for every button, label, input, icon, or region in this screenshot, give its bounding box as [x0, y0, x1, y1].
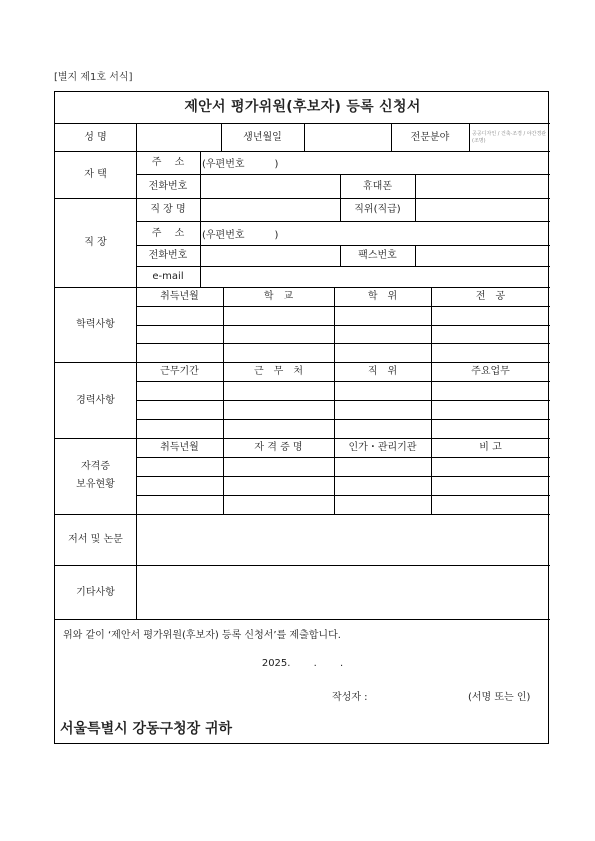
- career-section-label: 경력사항: [76, 394, 115, 406]
- career-header-employer: 근 무 처: [254, 366, 303, 377]
- birth-date-label: 생년월일: [243, 131, 282, 143]
- certificates-header-date: 취득년월: [160, 442, 199, 453]
- applicant-label: 작성자 :: [332, 691, 368, 703]
- publications-field[interactable]: [137, 515, 550, 565]
- certificates-header-note: 비 고: [479, 442, 502, 453]
- rule: [136, 495, 550, 496]
- mobile-label: 휴대폰: [363, 180, 392, 192]
- rule: [136, 381, 550, 382]
- home-phone-label: 전화번호: [148, 180, 188, 192]
- authority-addressee: 서울특별시 강동구청장 귀하: [60, 721, 233, 737]
- rule: [136, 476, 550, 477]
- education-header-degree: 학 위: [367, 291, 398, 302]
- rule: [55, 619, 550, 620]
- certificates-header-name: 자 격 증 명: [254, 442, 303, 453]
- rule: [469, 123, 470, 151]
- mobile-field[interactable]: [416, 175, 550, 198]
- form-title: 제안서 평가위원(후보자) 등록 신청서: [184, 98, 421, 115]
- rule: [136, 343, 550, 344]
- name-label: 성 명: [84, 131, 107, 143]
- home-phone-field[interactable]: [201, 175, 340, 198]
- signature-label: (서명 또는 인): [468, 691, 531, 703]
- rule: [431, 287, 432, 514]
- specialty-label: 전문분야: [410, 131, 450, 143]
- home-address-label: 주 소: [151, 157, 185, 168]
- work-zipcode-field[interactable]: (우편번호 ): [202, 229, 279, 241]
- work-phone-field[interactable]: [201, 246, 340, 266]
- birth-date-field[interactable]: [305, 124, 391, 151]
- rule: [334, 287, 335, 514]
- home-zipcode-field[interactable]: (우편번호 ): [202, 159, 279, 170]
- career-header-position: 직 위: [367, 366, 398, 377]
- other-label: 기타사항: [76, 586, 115, 598]
- rule: [136, 306, 550, 307]
- form-number-label: [별지 제1호 서식]: [54, 72, 133, 83]
- name-field[interactable]: [137, 124, 221, 151]
- education-header-school: 학 교: [263, 291, 294, 302]
- position-field[interactable]: [416, 199, 550, 221]
- publications-label: 저서 및 논문: [68, 534, 123, 545]
- home-section-label: 자 택: [84, 169, 107, 180]
- declaration-text: 위와 같이 ‘제안서 평가위원(후보자) 등록 신청서’를 제출합니다.: [63, 629, 341, 641]
- application-form: [54, 91, 549, 744]
- rule: [223, 287, 224, 514]
- email-label: e-mail: [152, 271, 184, 282]
- rule: [136, 400, 550, 401]
- other-field[interactable]: [137, 566, 550, 619]
- education-section-label: 학력사항: [76, 319, 115, 330]
- workplace-field[interactable]: [201, 199, 340, 221]
- position-label: 직위(직급): [354, 204, 401, 215]
- career-header-period: 근무기간: [160, 366, 199, 377]
- work-address-label: 주 소: [151, 227, 185, 239]
- certificates-section-label: 자격증 보유현황: [76, 461, 115, 490]
- rule: [136, 457, 550, 458]
- certificates-header-issuer: 인가・관리기관: [348, 442, 417, 453]
- work-section-label: 직 장: [84, 237, 107, 248]
- specialty-hint[interactable]: 공공디자인 / 건축·조경 / 야간경관(조명): [472, 130, 547, 144]
- date-line: 2025. . .: [261, 657, 344, 669]
- fax-field[interactable]: [416, 246, 550, 266]
- workplace-label: 직 장 명: [150, 204, 186, 215]
- email-field[interactable]: [201, 267, 550, 287]
- career-header-duties: 주요업무: [471, 366, 510, 377]
- rule: [136, 325, 550, 326]
- work-phone-label: 전화번호: [148, 250, 188, 261]
- education-header-date: 취득년월: [160, 291, 199, 302]
- education-header-major: 전 공: [475, 291, 506, 302]
- fax-label: 팩스번호: [358, 250, 397, 261]
- rule: [136, 419, 550, 420]
